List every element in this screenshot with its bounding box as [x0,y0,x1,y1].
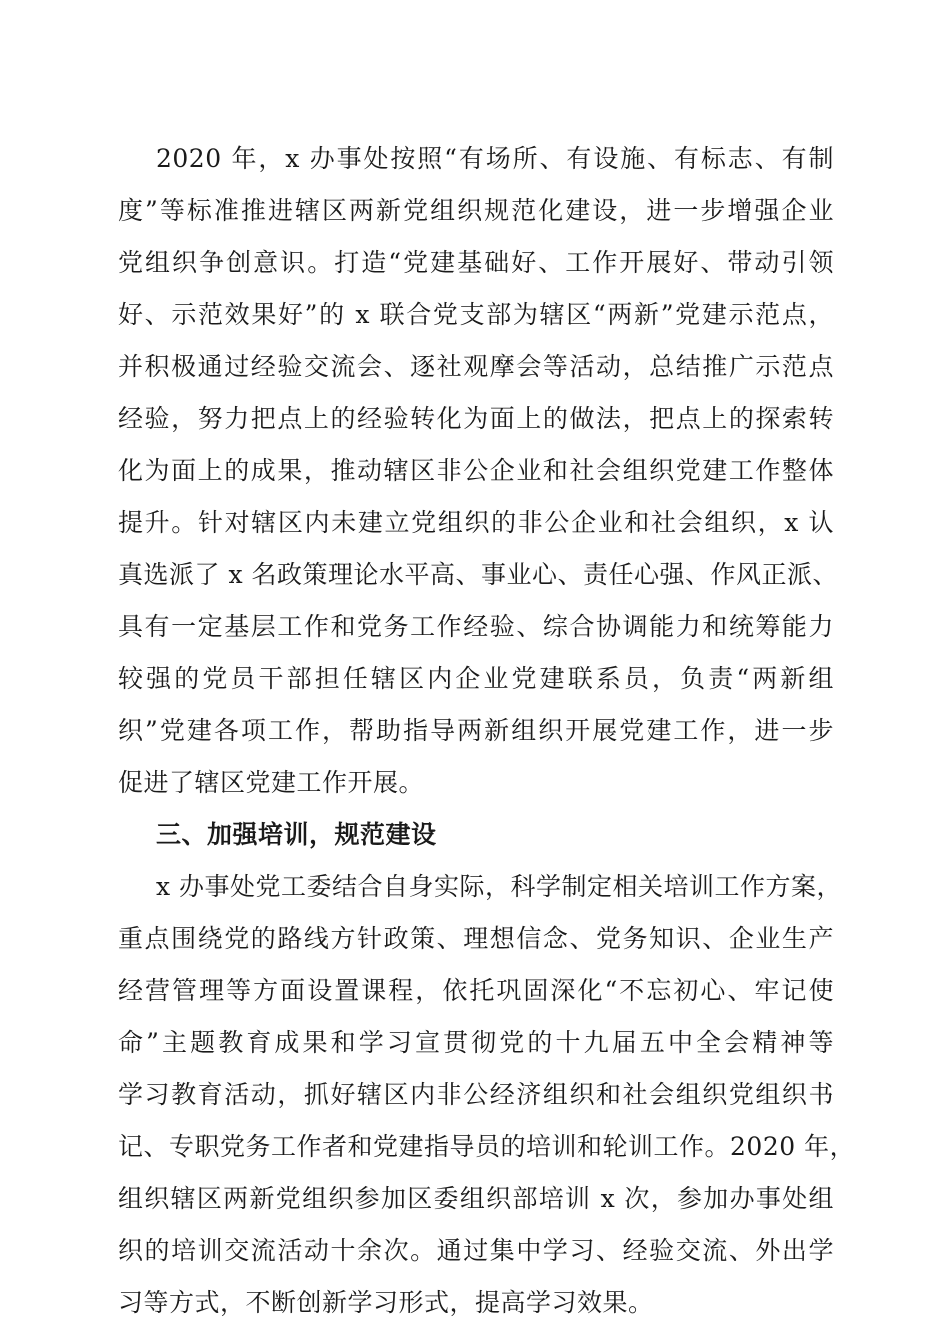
paragraph-line: 习等方式，不断创新学习形式，提高学习效果。 [118,1288,654,1317]
paragraph-line: 化为面上的成果，推动辖区非公企业和社会组织党建工作整体 [118,456,834,485]
paragraph-line: 好、示范效果好”的 x 联合党支部为辖区“两新”党建示范点， [118,300,834,329]
paragraph-line: 记、专职党务工作者和党建指导员的培训和轮训工作。2020 年， [118,1132,856,1161]
section-heading: 三、加强培训，规范建设 [156,820,437,849]
paragraph-line: 经营管理等方面设置课程，依托巩固深化“不忘初心、牢记使 [118,976,834,1005]
paragraph-line: 促进了辖区党建工作开展。 [118,768,425,797]
paragraph-line: 具有一定基层工作和党务工作经验、综合协调能力和统筹能力 [118,612,834,641]
paragraph-line: 命”主题教育成果和学习宣贯彻党的十九届五中全会精神等 [118,1028,834,1057]
paragraph-line: 重点围绕党的路线方针政策、理想信念、党务知识、企业生产 [118,924,834,953]
paragraph-line: 经验，努力把点上的经验转化为面上的做法，把点上的探索转 [118,404,834,433]
paragraph-line: 组织辖区两新党组织参加区委组织部培训 x 次，参加办事处组 [118,1184,834,1213]
paragraph-line: 学习教育活动，抓好辖区内非公经济组织和社会组织党组织书 [118,1080,834,1109]
paragraph-line: 并积极通过经验交流会、逐社观摩会等活动，总结推广示范点 [118,352,834,381]
paragraph-line: 织的培训交流活动十余次。通过集中学习、经验交流、外出学 [118,1236,834,1265]
paragraph-line: 2020 年，x 办事处按照“有场所、有设施、有标志、有制 [156,144,834,173]
paragraph-line: 度”等标准推进辖区两新党组织规范化建设，进一步增强企业 [118,196,834,225]
paragraph-line: 织”党建各项工作，帮助指导两新组织开展党建工作，进一步 [118,716,834,745]
paragraph-line: 提升。针对辖区内未建立党组织的非公企业和社会组织，x 认 [118,508,834,537]
paragraph-line: 党组织争创意识。打造“党建基础好、工作开展好、带动引领 [118,248,834,277]
paragraph-line: x 办事处党工委结合自身实际，科学制定相关培训工作方案， [156,872,843,901]
paragraph-line: 较强的党员干部担任辖区内企业党建联系员，负责“两新组 [118,664,834,693]
paragraph-line: 真选派了 x 名政策理论水平高、事业心、责任心强、作风正派、 [118,560,838,589]
